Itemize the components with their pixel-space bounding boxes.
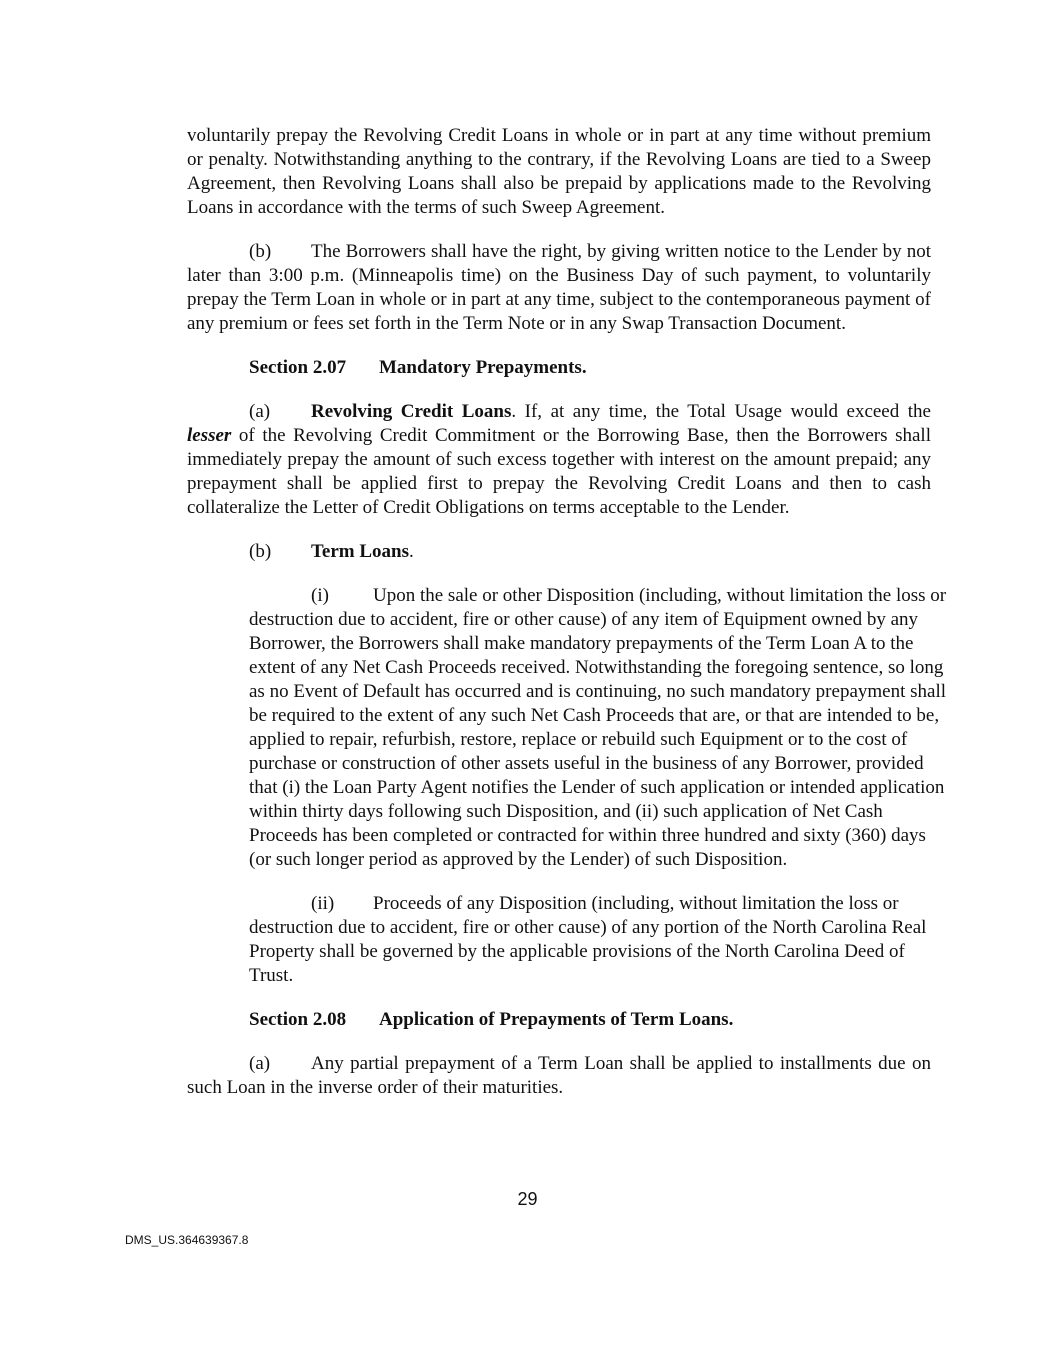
section-2-07-b-heading (187, 540, 931, 564)
subclause-ii-paragraph (249, 892, 947, 988)
page-number: 29 (517, 1189, 538, 1209)
clause-label: (a) (249, 1053, 271, 1074)
clause-heading: Term Loans (311, 541, 410, 562)
clause-label: (a) (249, 401, 271, 422)
emphasis-text: lesser (187, 425, 232, 446)
section-number: Section 2.08 (249, 1009, 347, 1030)
document-body (187, 124, 947, 1100)
section-2-07-b-i-block (249, 584, 947, 872)
clause-label: (b) (249, 241, 272, 262)
document-id: DMS_US.364639367.8 (125, 1233, 249, 1247)
subclause-label: (ii) (311, 893, 335, 914)
section-title: Mandatory Prepayments. (379, 357, 587, 378)
section-2-07-heading (187, 356, 931, 380)
section-2-07-a-paragraph (187, 400, 931, 520)
clause-text-cont: of the Revolving Credit Commitment or the Borrowing Base, then the Borrowers shall immediately prepay the amount of such excess together with interest on the amount prepaid; any prepayment shall be applied first to prepay the Revolving Credit Loans and then to cash collateralize the Letter of Credit Obligations on terms acceptable to the Lender. (187, 425, 931, 518)
section-number: Section 2.07 (249, 357, 347, 378)
section-2-08-a-paragraph (187, 1052, 931, 1100)
subclause-i-paragraph (249, 584, 947, 872)
section-2-08-heading (187, 1008, 931, 1032)
clause-text: Any partial prepayment of a Term Loan shall be applied to installments due on such Loan in the inverse order of their maturities. (187, 1053, 931, 1098)
clause-label: (b) (249, 541, 272, 562)
subclause-text: Upon the sale or other Disposition (including, without limitation the loss or destruction due to accident, fire or other cause) of any item of Equipment owned by any Borrower, the Borrowers shall make mandatory prepayments of the Term Loan A to the extent of any Net Cash Proceeds received. Notwithstanding the foregoing sentence, so long as no Event of Default has occurred and is continuing, no such mandatory prepayment shall be required to the extent of any such Net Cash Proceeds that are, or that are intended to be, applied to repair, refurbish, restore, replace or rebuild such Equipment or to the cost of purchase or construction of other assets useful in the business of any Borrower, provided that (i) the Loan Party Agent notifies the Lender of such application or intended application within thirty days following such Disposition, and (ii) such application of Net Cash Proceeds has been completed or contracted for within three hundred and sixty (360) days (or such longer period as approved by the Lender) of such Disposition. (249, 585, 947, 870)
continued-paragraph: voluntarily prepay the Revolving Credit Loans in whole or in part at any time without premium or penalty. Notwithstanding anything to the contrary, if the Revolving Loans are tied to a Sweep Agreement, then Revolving Loans shall also be prepaid by applications made to the Revolving Loans in accordance with the terms of such Sweep Agreement. (187, 125, 931, 218)
clause-text: . If, at any time, the Total Usage would exceed the (511, 401, 931, 422)
clause-heading: Revolving Credit Loans (311, 401, 512, 422)
section-2-06-b-paragraph (187, 240, 931, 336)
section-2-07-b-ii-block (249, 892, 947, 988)
subclause-text: Proceeds of any Disposition (including, without limitation the loss or destruction due to accident, fire or other cause) of any portion of the North Carolina Real Property shall be governed by the applicable provisions of the North Carolina Deed of Trust. (249, 893, 927, 986)
clause-period: . (409, 541, 414, 562)
section-title: Application of Prepayments of Term Loans. (379, 1009, 734, 1030)
clause-text: The Borrowers shall have the right, by giving written notice to the Lender by not later than 3:00 p.m. (Minneapolis time) on the Business Day of such payment, to voluntarily prepay the Term Loan in whole or in part at any time, subject to the contemporaneous payment of any premium or fees set forth in the Term Note or in any Swap Transaction Document. (187, 241, 931, 334)
subclause-label: (i) (311, 585, 329, 606)
